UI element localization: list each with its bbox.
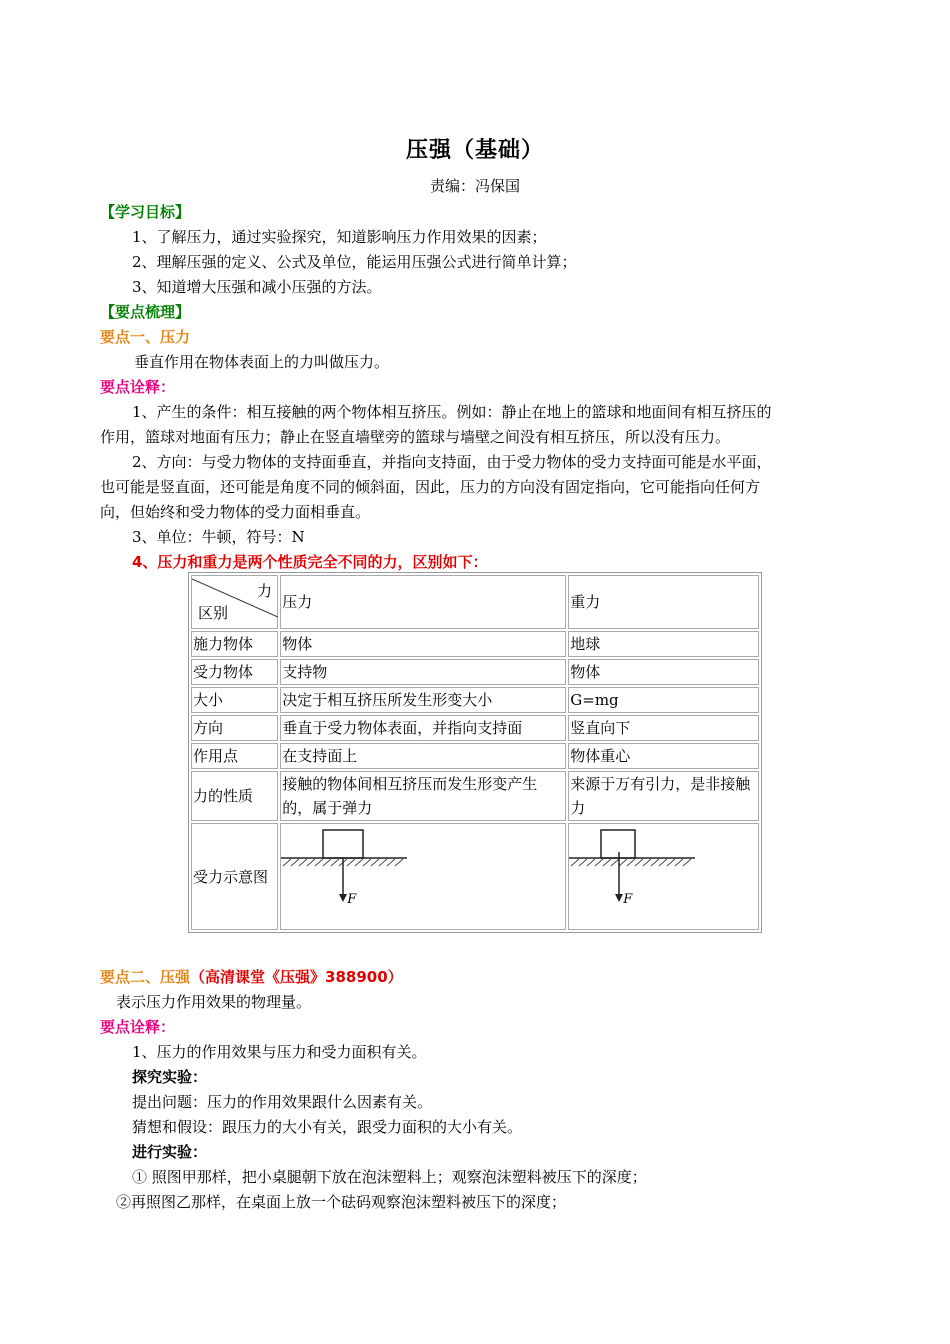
force-label: F (623, 892, 633, 907)
row-label: 方向 (191, 715, 278, 741)
editor-line: 责编：冯保国 (429, 177, 520, 195)
point1-p4: 4、压力和重力是两个性质完全不同的力，区别如下： (132, 553, 488, 571)
comparison-table (188, 572, 762, 933)
corner-top-label: 力 (256, 582, 272, 600)
cell-gravity: 物体 (568, 659, 759, 685)
row-label: 受力示意图 (191, 823, 278, 930)
point2-heading: 要点二、压强 (100, 968, 191, 986)
goals-heading: 【学习目标】 (100, 203, 191, 221)
experiment-heading: 进行实验： (132, 1143, 208, 1161)
point1-definition: 垂直作用在物体表面上的力叫做压力。 (134, 353, 390, 371)
point1-p1-line1: 1、产生的条件：相互接触的两个物体相互挤压。例如：静止在地上的篮球和地面间有相互挤压的 (132, 403, 772, 421)
point1-p3: 3、单位：牛顿，符号：N (132, 528, 305, 546)
cell-pressure: 垂直于受力物体表面，并指向支持面 (280, 715, 566, 741)
page-title: 压强（基础） (405, 137, 544, 163)
force-label: F (347, 892, 357, 907)
point1-p2-line2: 也可能是竖直面，还可能是角度不同的倾斜面，因此，压力的方向没有固定指向，它可能指向任何方 (100, 478, 761, 496)
goal-item: 2、理解压强的定义、公式及单位，能运用压强公式进行简单计算； (132, 253, 577, 271)
cell-gravity: G=mg (568, 687, 759, 713)
cell-gravity: 竖直向下 (568, 715, 759, 741)
point2-p1: 1、压力的作用效果与压力和受力面积有关。 (132, 1043, 427, 1061)
corner-cell (191, 575, 278, 629)
corner-bottom-label: 区别 (198, 604, 229, 622)
experiment-step-2: ②再照图乙那样，在桌面上放一个砝码观察泡沫塑料被压下的深度； (116, 1193, 567, 1211)
cell-pressure: 支持物 (280, 659, 566, 685)
cell-pressure: 在支持面上 (280, 743, 566, 769)
row-label: 力的性质 (191, 771, 278, 821)
gravity-force-diagram (568, 823, 759, 930)
point1-note-heading: 要点诠释： (100, 378, 176, 396)
table-row (191, 743, 759, 769)
point2-ref: （高清课堂《压强》388900） (190, 968, 403, 986)
table-row (191, 823, 759, 930)
cell-gravity: 地球 (568, 631, 759, 657)
experiment-step-1: ① 照图甲那样，把小桌腿朝下放在泡沫塑料上；观察泡沫塑料被压下的深度； (132, 1168, 647, 1186)
row-label: 施力物体 (191, 631, 278, 657)
cell-gravity: 物体重心 (568, 743, 759, 769)
row-label: 作用点 (191, 743, 278, 769)
point2-note-heading: 要点诠释： (100, 1018, 176, 1036)
table-header-row (191, 575, 759, 629)
point2-heading-line (100, 965, 403, 990)
point1-p1-line2: 作用，篮球对地面有压力；静止在竖直墙壁旁的篮球与墙壁之间没有相互挤压，所以没有压力。 (100, 428, 731, 446)
point1-heading: 要点一、压力 (100, 328, 191, 346)
point1-p2-line1: 2、方向：与受力物体的支持面垂直，并指向支持面，由于受力物体的受力支持面可能是水平面， (132, 453, 772, 471)
question-line: 提出问题：压力的作用效果跟什么因素有关。 (132, 1093, 433, 1111)
pressure-force-diagram (280, 823, 566, 930)
summary-heading: 【要点梳理】 (100, 303, 191, 321)
point2-definition: 表示压力作用效果的物理量。 (116, 993, 312, 1011)
goal-item: 1、了解压力，通过实验探究，知道影响压力作用效果的因素； (132, 228, 547, 246)
cell-pressure: 决定于相互挤压所发生形变大小 (280, 687, 566, 713)
table-row (191, 715, 759, 741)
table-row (191, 771, 759, 821)
row-label: 大小 (191, 687, 278, 713)
column-header: 压力 (280, 575, 566, 629)
table-row (191, 687, 759, 713)
column-header: 重力 (568, 575, 759, 629)
cell-pressure: 物体 (280, 631, 566, 657)
explore-heading: 探究实验： (132, 1068, 208, 1086)
cell-pressure: 接触的物体间相互挤压而发生形变产生的，属于弹力 (280, 771, 566, 821)
point1-p2-line3: 向，但始终和受力物体的受力面相垂直。 (100, 503, 371, 521)
cell-gravity: 来源于万有引力，是非接触力 (568, 771, 759, 821)
row-label: 受力物体 (191, 659, 278, 685)
table-row (191, 659, 759, 685)
hypothesis-line: 猜想和假设：跟压力的大小有关，跟受力面积的大小有关。 (132, 1118, 523, 1136)
goal-item: 3、知道增大压强和减小压强的方法。 (132, 278, 382, 296)
table-row (191, 631, 759, 657)
gravity-diagram-svg (569, 824, 709, 922)
